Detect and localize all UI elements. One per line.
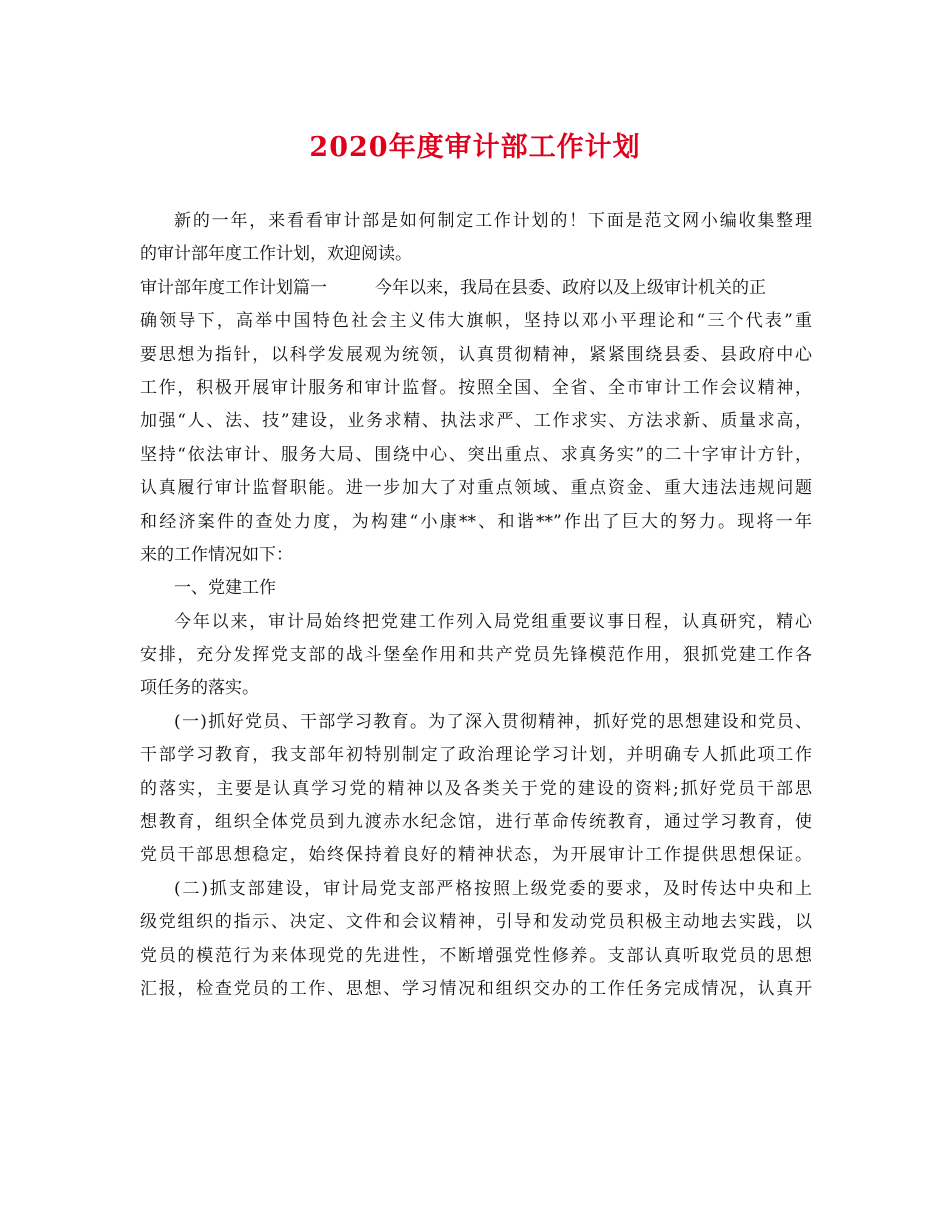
text-line: 安排，充分发挥党支部的战斗堡垒作用和共产党员先锋模范作用，狠抓党建工作各	[140, 645, 812, 666]
text-line: 新的一年，来看看审计部是如何制定工作计划的！下面是范文网小编收集整理	[174, 211, 812, 231]
subheading: 一、党建工作	[174, 578, 276, 599]
document-title: 2020年度审计部工作计划	[309, 132, 641, 163]
text-line: 来的工作情况如下：	[140, 544, 293, 565]
text-line: 党员的模范行为来体现党的先进性，不断增强党性修养。支部认真听取党员的思想	[140, 945, 812, 966]
text-line: 汇报，检查党员的工作、思想、学习情况和组织交办的工作任务完成情况，认真开	[140, 978, 812, 999]
section-text: 今年以来，我局在县委、政府以及上级审计机关的正	[375, 277, 766, 298]
text-line: 要思想为指针，以科学发展观为统领，认真贯彻精神，紧紧围绕县委、县政府中心	[140, 344, 812, 365]
text-line: 今年以来，审计局始终把党建工作列入局党组重要议事日程，认真研究，精心	[174, 611, 812, 632]
text-line: 认真履行审计监督职能。进一步加大了对重点领域、重点资金、重大违法违规问题	[140, 478, 812, 499]
text-line: 的审计部年度工作计划，欢迎阅读。	[140, 244, 412, 265]
text-line: 想教育，组织全体党员到九渡赤水纪念馆，进行革命传统教育，通过学习教育，使	[140, 812, 812, 833]
text-line-section-header	[140, 272, 812, 305]
text-line: (一)抓好党员、干部学习教育。为了深入贯彻精神，抓好党的思想建设和党员、	[174, 711, 812, 732]
section-heading: 审计部年度工作计划篇一	[140, 277, 327, 298]
text-line: 党员干部思想稳定，始终保持着良好的精神状态，为开展审计工作提供思想保证。	[140, 845, 812, 866]
text-line: 项任务的落实。	[140, 678, 259, 699]
text-line: 坚持“依法审计、服务大局、围绕中心、突出重点、求真务实”的二十字审计方针，	[140, 444, 812, 465]
document-body	[140, 205, 812, 1006]
text-line: 工作，积极开展审计服务和审计监督。按照全国、全省、全市审计工作会议精神，	[140, 377, 812, 398]
text-line: 和经济案件的查处力度，为构建“小康**、和谐**”作出了巨大的努力。现将一年	[140, 511, 812, 532]
text-line: 的落实，主要是认真学习党的精神以及各类关于党的建设的资料;抓好党员干部思	[140, 778, 812, 799]
text-line: (二)抓支部建设，审计局党支部严格按照上级党委的要求，及时传达中央和上	[174, 878, 812, 899]
text-line: 确领导下，高举中国特色社会主义伟大旗帜，坚持以邓小平理论和“三个代表”重	[140, 311, 812, 332]
text-line: 干部学习教育，我支部年初特别制定了政治理论学习计划，并明确专人抓此项工作	[140, 745, 812, 766]
text-line: 加强“人、法、技”建设，业务求精、执法求严、工作求实、方法求新、质量求高，	[140, 411, 812, 432]
text-line: 级党组织的指示、决定、文件和会议精神，引导和发动党员积极主动地去实践，以	[140, 912, 812, 933]
